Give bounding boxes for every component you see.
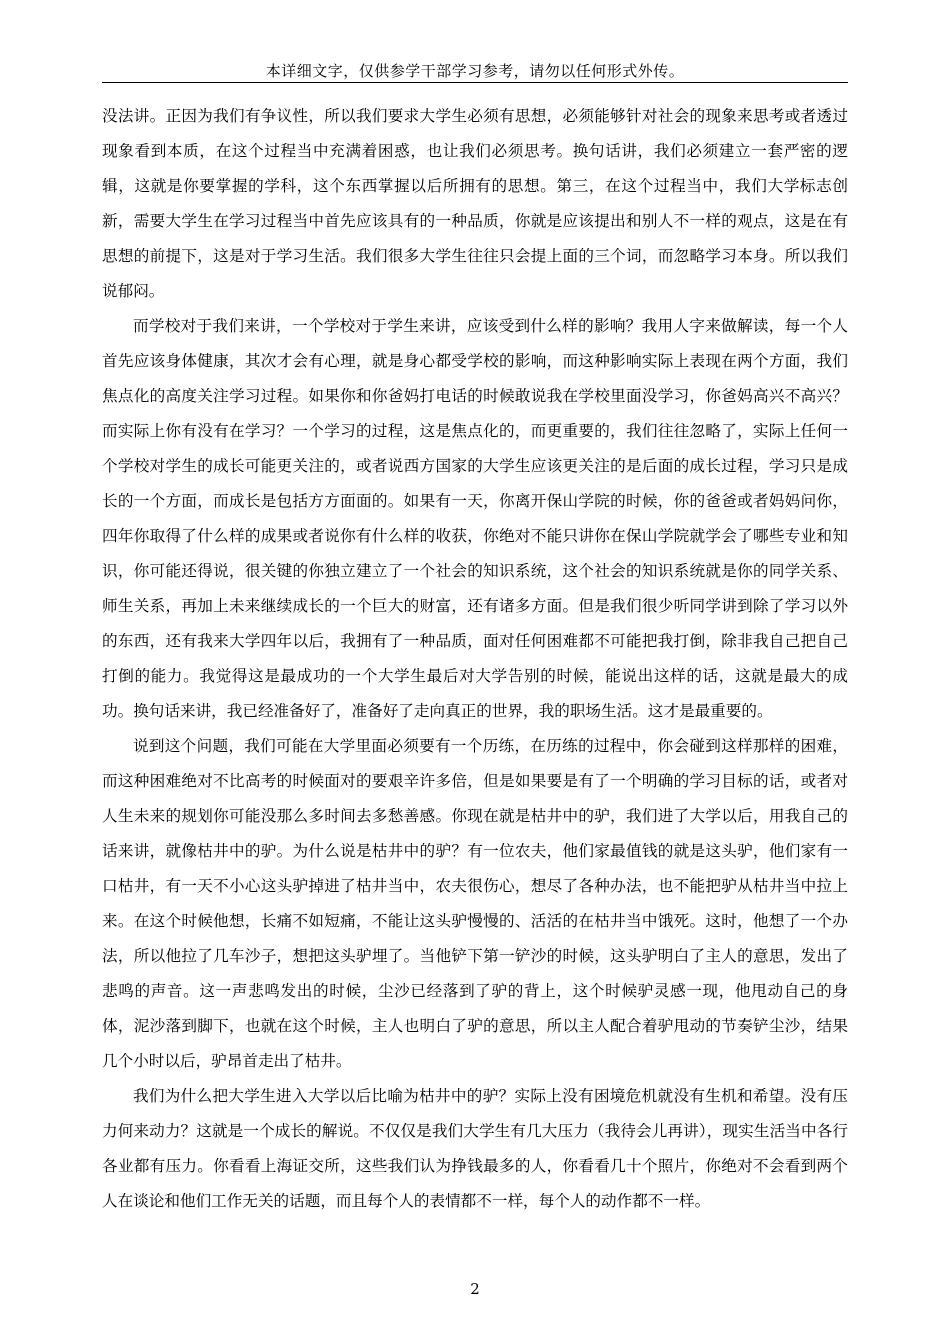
running-header: 本详细文字，仅供参学干部学习参考，请勿以任何形式外传。 — [265, 62, 685, 80]
page-number: 2 — [470, 1280, 480, 1298]
paragraph-1: 没法讲。正因为我们有争议性，所以我们要求大学生必须有思想，必须能够针对社会的现象来思考或者透过现象看到本质，在这个过程当中充满着困惑，也让我们必须思考。换句话讲，我们必须建立一套严密的逻辑，这就是你要掌握的学科，这个东西掌握以后所拥有的思想。第三，在这个过程当中，我们大学标志创新，需要大学生在学习过程当中首先应该具有的一种品质，你就是应该提出和别人不一样的观点，这是在有思想的前提下，这是对于学习生活。我们很多大学生往往只会提上面的三个词，而忽略学习本身。所以我们说郁闷。 — [102, 107, 848, 300]
header-divider — [102, 82, 848, 83]
paragraph-2: 而学校对于我们来讲，一个学校对于学生来讲，应该受到什么样的影响？我用人字来做解读，每一个人首先应该身体健康，其次才会有心理，就是身心都受学校的影响，而这种影响实际上表现在两个方面，我们焦点化的高度关注学习过程。如果你和你爸妈打电话的时候敢说我在学校里面没学习，你爸妈高兴不高兴？而实际上你有没有在学习？一个学习的过程，这是焦点化的，而更重要的，我们往往忽略了，实际上任何一个学校对学生的成长可能更关注的，或者说西方国家的大学生应该更关注的是后面的成长过程，学习只是成长的一个方面，而成长是包括方方面面的。如果有一天，你离开保山学院的时候，你的爸爸或者妈妈问你，四年你取得了什么样的成果或者说你有什么样的收获，你绝对不能只讲你在保山学院就学会了哪些专业和知识，你可能还得说，很关键的你独立建立了一个社会的知识系统，这个社会的知识系统就是你的同学关系、师生关系，再加上未来继续成长的一个巨大的财富，还有诸多方面。但是我们很少听同学讲到除了学习以外的东西，还有我来大学四年以后，我拥有了一种品质，面对任何困难都不可能把我打倒，除非我自己把自己打倒的能力。我觉得这是最成功的一个大学生最后对大学告别的时候，能说出这样的话，这就是最大的成功。换句话来讲，我已经准备好了，准备好了走向真正的世界，我的职场生活。这才是最重要的。 — [102, 317, 848, 720]
paragraph-4: 我们为什么把大学生进入大学以后比喻为枯井中的驴？实际上没有困境危机就没有生机和希望。没有压力何来动力？这就是一个成长的解说。不仅仅是我们大学生有几大压力（我待会儿再讲），现实生活当中各行各业都有压力。你看看上海证交所，这些我们认为挣钱最多的人，你看看几十个照片，你绝对不会看到两个人在谈论和他们工作无关的话题，而且每个人的表情都不一样，每个人的动作都不一样。 — [102, 1087, 848, 1210]
document-body — [102, 99, 848, 1219]
paragraph-3: 说到这个问题，我们可能在大学里面必须要有一个历练，在历练的过程中，你会碰到这样那样的困难，而这种困难绝对不比高考的时候面对的要艰辛许多倍，但是如果要是有了一个明确的学习目标的话，或者对人生未来的规划你可能没那么多时间去多愁善感。你现在就是枯井中的驴，我们进了大学以后，用我自己的话来讲，就像枯井中的驴。为什么说是枯井中的驴？有一位农夫，他们家最值钱的就是这头驴，他们家有一口枯井，有一天不小心这头驴掉进了枯井当中，农夫很伤心，想尽了各种办法，也不能把驴从枯井当中拉上来。在这个时候他想，长痛不如短痛，不能让这头驴慢慢的、活活的在枯井当中饿死。这时，他想了一个办法，所以他拉了几车沙子，想把这头驴埋了。当他铲下第一铲沙的时候，这头驴明白了主人的意思，发出了悲鸣的声音。这一声悲鸣发出的时候，尘沙已经落到了驴的背上，这个时候驴灵感一现，他甩动自己的身体，泥沙落到脚下，也就在这个时候，主人也明白了驴的意思，所以主人配合着驴甩动的节奏铲尘沙，结果几个小时以后，驴昂首走出了枯井。 — [102, 737, 848, 1070]
